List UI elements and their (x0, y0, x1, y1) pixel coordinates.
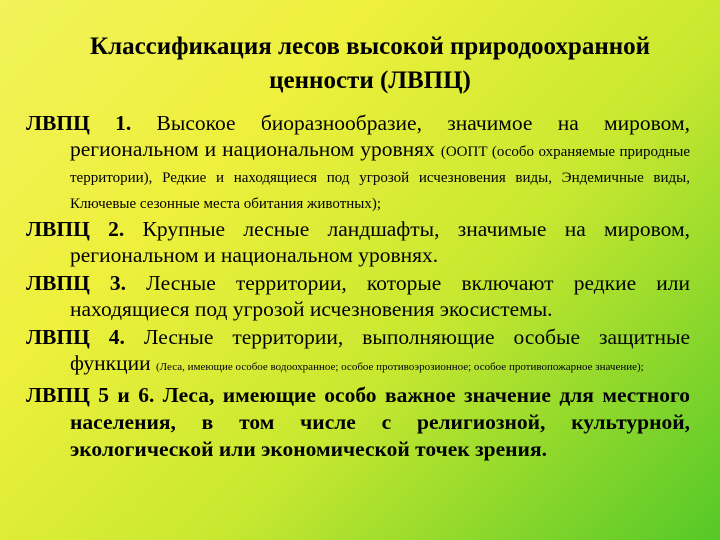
list-item-hcvf-3 (26, 270, 690, 322)
item-lead: ЛВПЦ 3. (26, 271, 127, 295)
title-line-2: ценности (ЛВПЦ) (269, 67, 471, 94)
list-item-hcvf-2 (26, 216, 690, 268)
classification-list (26, 110, 690, 465)
slide-title (40, 30, 700, 98)
item-lead: ЛВПЦ 4. (26, 325, 125, 349)
item-lead: ЛВПЦ 1. (26, 111, 132, 135)
title-line-1: Классификация лесов высокой природоохранной (89, 33, 651, 60)
item-text: Высокое биоразнообразие, значимое на мировом, региональном и национальном уровнях (70, 111, 690, 161)
item-note: (Леса, имеющие особое водоохранное; особое противоэрозионное; особое противопожарное значение); (156, 361, 644, 373)
list-item-hcvf-1 (26, 110, 690, 214)
item-note: (ООПТ (особо охраняемые природные территории), Редкие и находящиеся под угрозой исчезновения виды, Эндемичные виды, Ключевые сезонные места обитания животных); (70, 144, 690, 212)
item-text: Лесные территории, которые включают редкие или находящиеся под угрозой исчезновения экосистемы. (70, 271, 690, 321)
list-item-hcvf-5-6 (26, 382, 690, 463)
item-lead: ЛВПЦ 2. (26, 217, 125, 241)
item-text: Лесные территории, выполняющие особые защитные функции (70, 325, 690, 375)
item-text: Крупные лесные ландшафты, значимые на мировом, региональном и национальном уровнях. (70, 217, 690, 267)
item-text: ЛВПЦ 5 и 6. Леса, имеющие особо важное значение для местного населения, в том числе с религиозной, культурной, экологической или экономической точек зрения. (26, 383, 690, 461)
list-item-hcvf-4 (26, 324, 690, 376)
